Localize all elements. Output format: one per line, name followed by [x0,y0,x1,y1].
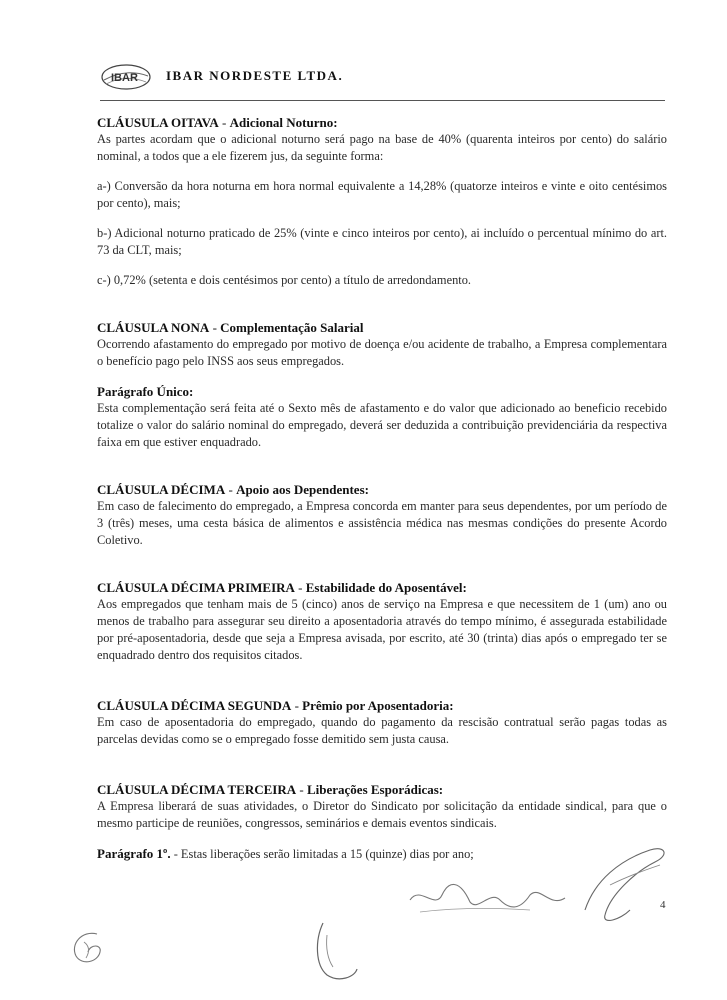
clause-title-decima-terceira: CLÁUSULA DÉCIMA TERCEIRA - Liberações Esporádicas: [97,782,444,797]
clause-paragraph: Em caso de aposentadoria do empregado, quando do pagamento da rescisão contratual serão pagas todas as parcelas devidas como se o empregado fosse demitido sem justa causa. [97,715,667,746]
clause-item-b: b-) Adicional noturno praticado de 25% (vinte e cinco inteiros por cento), ai incluído o percentual mínimo do art. 73 da CLT, mais; [97,226,667,257]
paragraph-primeiro: Parágrafo 1º. - Estas liberações serão limitadas a 15 (quinze) dias por ano; [97,846,474,861]
clause-title-decima-primeira: CLÁUSULA DÉCIMA PRIMEIRA - Estabilidade do Aposentável: [97,580,467,595]
initials-mark-icon [305,915,365,985]
logo-text: IBAR [111,72,138,84]
header-divider [100,100,665,101]
clause-paragraph: Ocorrendo afastamento do empregado por motivo de doença e/ou acidente de trabalho, a Empresa complementara o benefício pago pelo INSS aos seus empregados. [97,337,667,368]
paragraph-unico-heading: Parágrafo Único: [97,384,194,399]
clause-title-decima: CLÁUSULA DÉCIMA - Apoio aos Dependentes: [97,482,369,497]
clause-item-a: a-) Conversão da hora noturna em hora normal equivalente a 14,28% (quatorze inteiros e vinte e oito centésimos por cento), mais; [97,179,667,210]
signature-scribble [380,840,700,940]
clause-title-decima-segunda: CLÁUSULA DÉCIMA SEGUNDA - Prêmio por Aposentadoria: [97,698,454,713]
clause-item-c: c-) 0,72% (setenta e dois centésimos por cento) a título de arredondamento. [97,273,471,287]
company-logo-icon [100,62,152,92]
document-body [97,114,667,863]
paragraph-unico-text: Esta complementação será feita até o Sexto mês de afastamento e do valor que adicionado ao beneficio recebido totalize o valor do salário nominal do empregado, deverá ser deduzida a contribuição previdenciária da respectiva faixa em que estiver enquadrado. [97,401,667,449]
document-header [100,58,680,98]
clause-title-nona: CLÁUSULA NONA - Complementação Salarial [97,320,364,335]
company-name: IBAR NORDESTE LTDA. [166,68,344,83]
clause-paragraph: A Empresa liberará de suas atividades, o Diretor do Sindicato por solicitação da entidade sindical, para que o mesmo participe de reuniões, congressos, seminários e demais eventos sindicais. [97,799,667,830]
page-number: 4 [660,899,666,911]
clause-paragraph: Em caso de falecimento do empregado, a Empresa concorda em manter para seus dependentes, por um período de 3 (três) meses, uma cesta básica de alimentos e assistência médica nas mesmas condições do presente Acordo Coletivo. [97,499,667,547]
clause-paragraph: Aos empregados que tenham mais de 5 (cinco) anos de serviço na Empresa e que necessitem de 1 (um) ano ou menos de trabalho para assegurar seu direito a aposentadoria através do tempo mínimo, é assegurada estabilidade por pré-aposentadoria, desde que seja a Empresa avisada, por escrito, até 30 (trinta) dias após o empregado ter se enquadrado dentro dos requisitos citados. [97,597,667,662]
clause-paragraph: As partes acordam que o adicional noturno será pago na base de 40% (quarenta inteiros por cento) do salário nominal, a todos que a ele fizerem jus, da seguinte forma: [97,132,667,163]
clause-title-oitava: CLÁUSULA OITAVA - Adicional Noturno: [97,115,338,130]
initials-mark-icon [62,922,112,972]
